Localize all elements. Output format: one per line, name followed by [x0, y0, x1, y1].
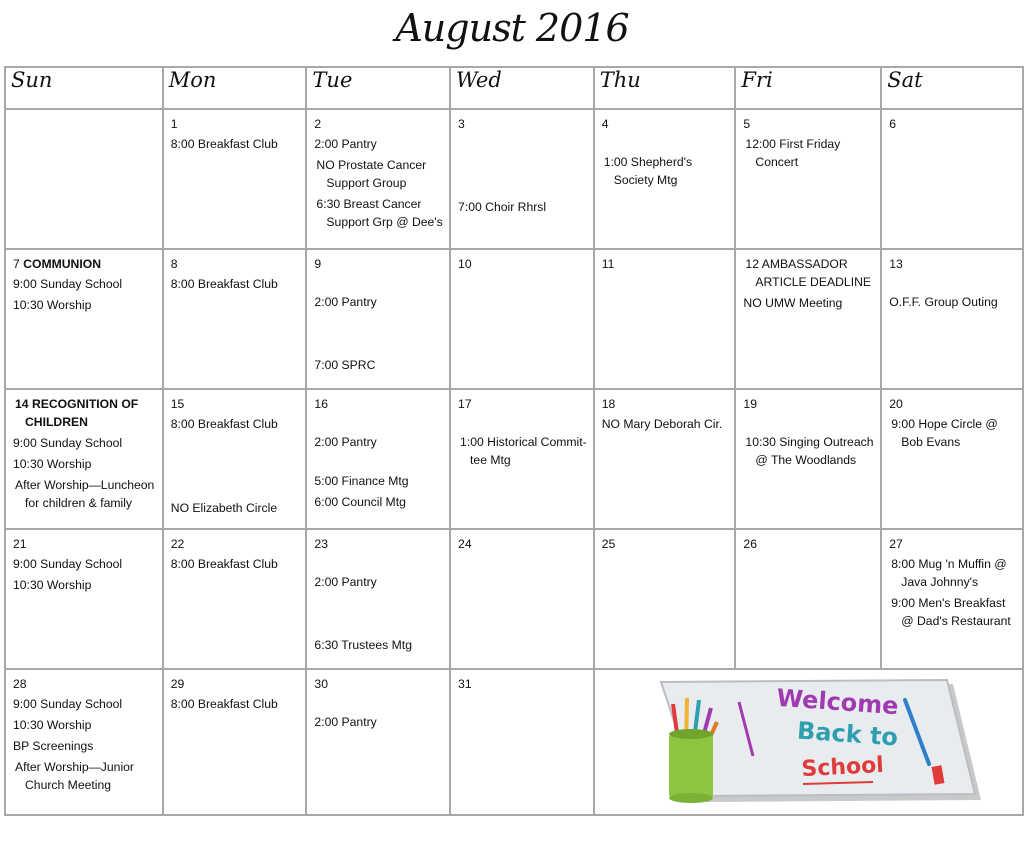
day-number: 21	[13, 537, 27, 551]
day-cell-empty	[5, 109, 163, 249]
week-row-1	[5, 109, 1023, 249]
event: 7:00 SPRC	[314, 358, 376, 372]
event: 9:00 Sunday School	[13, 277, 123, 291]
day-number: 27	[889, 537, 903, 551]
event: 1:00 Shepherd's Society Mtg	[603, 155, 693, 187]
day-cell-19	[735, 389, 881, 529]
day-number: 22	[170, 537, 185, 551]
event: 8:00 Breakfast Club	[170, 697, 278, 711]
weekday-mon: Mon	[163, 67, 307, 109]
weekday-sun: Sun	[5, 67, 163, 109]
day-label: AMBASSADOR ARTICLE DEADLINE	[755, 257, 872, 289]
day-cell-24	[450, 529, 594, 669]
event: 2:00 Pantry	[314, 715, 377, 729]
day-cell-12	[735, 249, 881, 389]
day-number: 7	[13, 257, 20, 271]
day-cell-27	[881, 529, 1023, 669]
day-cell-17	[450, 389, 594, 529]
day-number: 23	[314, 537, 328, 551]
day-number: 16	[314, 397, 328, 411]
day-number: 19	[743, 397, 757, 411]
weekday-header-row	[5, 67, 1023, 109]
day-cell-3	[450, 109, 594, 249]
day-number: 10	[458, 257, 472, 271]
day-cell-5	[735, 109, 881, 249]
day-number: 4	[601, 117, 609, 131]
event: NO Prostate Cancer Support Group	[316, 158, 427, 190]
back-to-school-illustration	[653, 678, 983, 806]
day-cell-30	[306, 669, 450, 815]
day-cell-25	[594, 529, 736, 669]
weekday-sat: Sat	[881, 67, 1023, 109]
day-label: COMMUNION	[23, 257, 102, 271]
day-cell-13	[881, 249, 1023, 389]
day-cell-26	[735, 529, 881, 669]
day-number: 31	[458, 677, 472, 691]
day-number: 13	[889, 257, 903, 271]
event: 9:00 Sunday School	[13, 436, 123, 450]
day-cell-23	[306, 529, 450, 669]
event: 7:00 Choir Rhrsl	[458, 200, 547, 214]
event: 2:00 Pantry	[314, 137, 377, 151]
day-cell-22	[163, 529, 307, 669]
event: 2:00 Pantry	[314, 575, 377, 589]
event: 8:00 Breakfast Club	[170, 137, 278, 151]
day-number: 15	[170, 397, 185, 411]
event: 2:00 Pantry	[314, 435, 377, 449]
day-cell-7	[5, 249, 163, 389]
day-number: 29	[170, 677, 185, 691]
back-to-school-art-cell	[594, 669, 1023, 815]
event: 8:00 Mug 'n Muffin @ Java Johnny's	[891, 557, 1007, 589]
day-number: 26	[743, 537, 757, 551]
week-row-2	[5, 249, 1023, 389]
calendar-grid	[4, 66, 1024, 816]
event: 10:30 Worship	[13, 578, 92, 592]
day-label: RECOGNITION OF CHILDREN	[25, 397, 139, 429]
day-number: 6	[889, 117, 897, 131]
event: 9:00 Sunday School	[13, 557, 123, 571]
event: NO Elizabeth Circle	[170, 501, 278, 515]
event: 1:00 Historical Commit-tee Mtg	[460, 435, 587, 467]
event: 12:00 First Friday Concert	[745, 137, 841, 169]
day-number: 14	[15, 397, 29, 411]
event: BP Screenings	[13, 739, 94, 753]
day-cell-2	[306, 109, 450, 249]
day-number: 5	[743, 117, 751, 131]
day-number: 20	[889, 397, 903, 411]
event: After Worship—Junior Church Meeting	[15, 760, 134, 792]
school-text: School	[800, 752, 885, 783]
event: 10:30 Worship	[13, 298, 92, 312]
day-cell-29	[163, 669, 307, 815]
day-cell-1	[163, 109, 307, 249]
event: O.F.F. Group Outing	[889, 295, 998, 309]
day-cell-28	[5, 669, 163, 815]
event: 9:00 Hope Circle @ Bob Evans	[891, 417, 998, 449]
event: 6:00 Council Mtg	[314, 495, 406, 509]
day-cell-14	[5, 389, 163, 529]
day-number: 9	[314, 257, 322, 271]
day-cell-8	[163, 249, 307, 389]
event: 8:00 Breakfast Club	[170, 557, 278, 571]
event: 6:30 Breast Cancer Support Grp @ Dee's	[316, 197, 443, 229]
weekday-fri: Fri	[735, 67, 881, 109]
day-number: 12	[745, 257, 759, 271]
day-number: 11	[601, 257, 615, 271]
event: 2:00 Pantry	[314, 295, 377, 309]
day-cell-18	[594, 389, 736, 529]
day-number: 8	[170, 257, 178, 271]
day-number: 1	[170, 117, 178, 131]
weekday-tue: Tue	[306, 67, 450, 109]
event: 10:30 Worship	[13, 457, 92, 471]
event: 8:00 Breakfast Club	[170, 417, 278, 431]
event: 9:00 Men's Breakfast @ Dad's Restaurant	[891, 596, 1011, 628]
welcome-text: Welcome	[775, 683, 900, 721]
day-number: 2	[314, 117, 322, 131]
day-number: 17	[458, 397, 472, 411]
day-cell-31	[450, 669, 594, 815]
event: 10:30 Singing Outreach @ The Woodlands	[745, 435, 874, 467]
event: 9:00 Sunday School	[13, 697, 123, 711]
week-row-3	[5, 389, 1023, 529]
day-cell-9	[306, 249, 450, 389]
event: NO UMW Meeting	[743, 296, 843, 310]
day-number: 3	[458, 117, 465, 131]
day-cell-21	[5, 529, 163, 669]
weekday-wed: Wed	[450, 67, 594, 109]
day-number: 18	[601, 397, 616, 411]
day-cell-20	[881, 389, 1023, 529]
week-row-4	[5, 529, 1023, 669]
event: 10:30 Worship	[13, 718, 92, 732]
calendar-title: August 2016	[395, 6, 629, 50]
day-cell-11	[594, 249, 736, 389]
day-number: 24	[458, 537, 472, 551]
event: After Worship—Luncheon for children & family	[15, 478, 155, 510]
week-row-5	[5, 669, 1023, 815]
event: 6:30 Trustees Mtg	[314, 638, 412, 652]
event: 5:00 Finance Mtg	[314, 474, 409, 488]
day-cell-4	[594, 109, 736, 249]
day-cell-10	[450, 249, 594, 389]
day-cell-15	[163, 389, 307, 529]
weekday-thu: Thu	[594, 67, 736, 109]
back-to-text: Back to	[795, 716, 899, 752]
day-cell-16	[306, 389, 450, 529]
day-number: 28	[13, 677, 27, 691]
event: 8:00 Breakfast Club	[170, 277, 278, 291]
day-cell-6	[881, 109, 1023, 249]
event: NO Mary Deborah Cir.	[601, 417, 723, 431]
day-number: 25	[601, 537, 616, 551]
day-number: 30	[314, 677, 328, 691]
